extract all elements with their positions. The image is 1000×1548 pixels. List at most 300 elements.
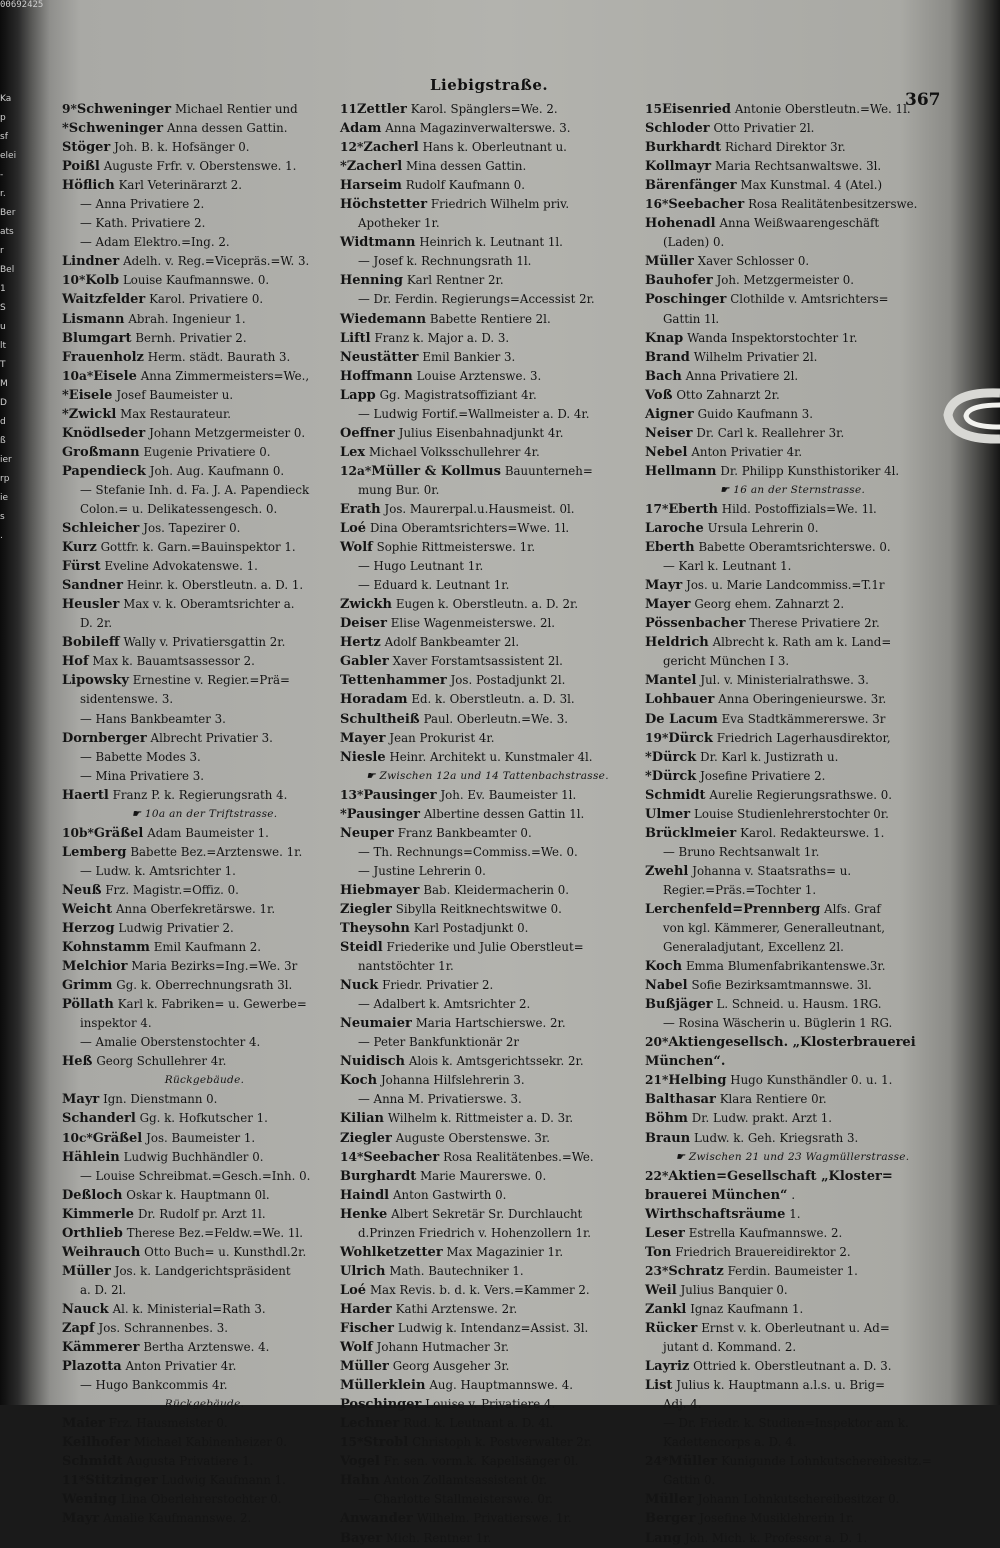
directory-entry: [645, 1433, 940, 1452]
resident-surname: Plazotta: [62, 1359, 122, 1375]
resident-details: Paul. Oberleutn.=We. 3.: [423, 711, 568, 726]
resident-details: — Hans Bankbeamter 3.: [80, 711, 226, 726]
column-right: [645, 100, 940, 1548]
house-number: 22*: [645, 1168, 669, 1183]
resident-surname: Aigner: [645, 406, 694, 422]
resident-surname: Mayer: [645, 597, 691, 613]
resident-surname: Braun: [645, 1130, 691, 1146]
directory-entry: [645, 957, 940, 976]
resident-surname: Knap: [645, 330, 684, 346]
directory-entry: [340, 652, 635, 671]
directory-entry: [645, 214, 940, 233]
resident-surname: Poschinger: [340, 1397, 422, 1413]
resident-details: Anna Weißwaarengeschäft: [719, 216, 880, 231]
resident-details: — Peter Bankfunktionär 2r: [358, 1035, 519, 1050]
directory-entry: [62, 1376, 347, 1395]
resident-surname: Anwander: [340, 1511, 413, 1527]
resident-details: Wilhelm Privatier 2l.: [693, 349, 818, 364]
resident-surname: Hellmann: [645, 463, 717, 479]
directory-entry: [62, 786, 347, 805]
resident-details: Ludw. k. Geh. Kriegsrath 3.: [694, 1130, 859, 1145]
directory-entry: [340, 976, 635, 995]
resident-details: — Stefanie Inh. d. Fa. J. A. Papendieck: [80, 482, 310, 497]
resident-details: Otto Zahnarzt 2r.: [676, 387, 780, 402]
resident-details: Max Magazinier 1r.: [446, 1244, 564, 1259]
resident-details: Otto Buch= u. Kunsthdl.2r.: [144, 1244, 307, 1259]
resident-surname: Lechner: [340, 1416, 400, 1432]
house-number: 15*: [340, 1435, 364, 1450]
directory-entry: [62, 919, 347, 938]
directory-entry: [340, 405, 635, 424]
resident-surname: Müller: [645, 1492, 694, 1508]
directory-entry: [340, 1319, 635, 1338]
resident-details: Generaladjutant, Excellenz 2l.: [663, 940, 844, 955]
directory-entry: [62, 519, 347, 538]
column-left: [62, 100, 347, 1529]
directory-entry: [340, 633, 635, 652]
resident-details: — Hugo Leutnant 1r.: [358, 559, 484, 574]
resident-details: Michael Rentier und: [175, 102, 298, 116]
resident-details: Max Revis. b. d. k. Vers.=Kammer 2.: [369, 1282, 590, 1297]
resident-details: d.Prinzen Friedrich v. Hohenzollern 1r.: [358, 1225, 592, 1240]
resident-surname: Pausinger: [363, 787, 437, 803]
resident-details: Math. Bautechniker 1.: [389, 1263, 524, 1278]
resident-details: Frz. Hausmeister 0.: [108, 1416, 228, 1431]
resident-details: Dr. Philipp Kunsthistoriker 4l.: [720, 463, 900, 478]
resident-details: 1.: [789, 1206, 801, 1221]
resident-details: — Dr. Ferdin. Regierungs=Accessist 2r.: [358, 292, 595, 307]
directory-entry: [645, 1014, 940, 1033]
directory-entry: [62, 1186, 347, 1205]
resident-surname: Aktiengesellsch. „Klosterbrauerei: [668, 1035, 916, 1051]
directory-entry: [340, 729, 635, 748]
resident-details: Adam Baumeister 1.: [147, 825, 269, 840]
resident-surname: Neuß: [62, 882, 102, 898]
resident-details: Heinrich k. Leutnant 1l.: [419, 235, 563, 250]
resident-details: Dr. Karl k. Justizrath u.: [700, 749, 839, 764]
directory-entry: [62, 348, 347, 367]
directory-entry: [645, 1243, 940, 1262]
directory-entry: [645, 519, 940, 538]
resident-surname: Weil: [645, 1282, 677, 1298]
directory-entry: [62, 1319, 347, 1338]
resident-details: Dr. Carl k. Reallehrer 3r.: [696, 425, 845, 440]
resident-details: Max Kunstmal. 4 (Atel.): [740, 178, 883, 193]
directory-entry: [645, 310, 940, 329]
resident-details: Babette Oberamtsrichterswe. 0.: [698, 540, 891, 555]
resident-surname: Schweninger: [76, 102, 172, 117]
directory-entry: [340, 824, 635, 843]
resident-surname: München“.: [645, 1054, 726, 1070]
resident-details: — Justine Lehrerin 0.: [358, 863, 486, 878]
directory-entry: [645, 1052, 940, 1071]
resident-details: Bauunterneh=: [504, 463, 593, 478]
house-number: 10*: [62, 273, 86, 288]
resident-surname: Haindl: [340, 1187, 390, 1203]
directory-entry: [645, 252, 940, 271]
resident-surname: Gräßel: [93, 825, 144, 841]
resident-details: Ign. Dienstmann 0.: [103, 1092, 218, 1107]
resident-surname: Lang: [645, 1530, 682, 1546]
directory-entry: [62, 500, 347, 519]
directory-entry: [62, 1109, 347, 1128]
resident-details: Aurelie Regierungsrathswe. 0.: [709, 787, 892, 802]
resident-surname: List: [645, 1378, 673, 1394]
left-edge-fragment: Ber: [0, 208, 16, 218]
resident-surname: Deiser: [340, 616, 387, 632]
resident-details: Gg. k. Oberrechnungsrath 3l.: [116, 978, 293, 993]
directory-entry: [340, 252, 635, 271]
house-number: 17*: [645, 501, 669, 516]
directory-entry: [62, 1357, 347, 1376]
resident-details: Friedr. Privatier 2.: [382, 978, 494, 993]
resident-details: Guido Kaufmann 3.: [697, 406, 813, 421]
resident-details: Adj. 4.: [663, 1397, 702, 1412]
resident-surname: Voß: [645, 387, 673, 403]
directory-entry: [645, 367, 940, 386]
resident-details: Karol. Privatiere 0.: [149, 292, 264, 307]
resident-details: Ludwig Privatier 2.: [118, 921, 234, 936]
resident-surname: Wolf: [340, 540, 373, 556]
resident-surname: Großmann: [62, 444, 140, 460]
directory-entry: [340, 1433, 635, 1452]
resident-details: Hild. Postoffizials=We. 1l.: [721, 501, 877, 516]
house-number: 14*: [340, 1149, 364, 1164]
directory-entry: [340, 1452, 635, 1471]
resident-details: Marie Maurerswe. 0.: [420, 1168, 547, 1183]
resident-details: Friederike und Julie Oberstleut=: [386, 940, 584, 955]
directory-entry: [340, 157, 635, 176]
resident-surname: Eisenried: [661, 102, 732, 117]
resident-details: Babette Rentiere 2l.: [429, 311, 551, 326]
resident-details: Rosa Realitätenbes.=We.: [443, 1149, 594, 1164]
resident-surname: Erath: [340, 501, 381, 517]
resident-details: Heinr. Architekt u. Kunstmaler 4l.: [389, 749, 593, 764]
resident-details: — Dr. Friedr. k. Studien=Inspektor am k.: [663, 1416, 909, 1431]
directory-entry: [62, 595, 347, 614]
resident-details: Rosa Realitätenbesitzerswe.: [748, 197, 918, 212]
resident-details: Jos. Postadjunkt 2l.: [450, 673, 566, 688]
resident-surname: Zacherl: [363, 140, 419, 156]
resident-surname: *Eisele: [62, 387, 113, 403]
resident-surname: Koch: [645, 959, 683, 975]
directory-entry: [340, 786, 635, 805]
resident-surname: Knödlseder: [62, 425, 146, 441]
resident-surname: Hoffmann: [340, 368, 413, 384]
directory-entry: [645, 900, 940, 919]
resident-details: Joh. B. k. Hofsänger 0.: [114, 140, 250, 155]
scan-id-label: 00692425: [0, 0, 44, 10]
resident-surname: *Zwickl: [62, 406, 117, 422]
directory-entry: [62, 1243, 347, 1262]
resident-surname: Müller: [62, 1263, 111, 1279]
resident-details: Sophie Rittmeisterswe. 1r.: [376, 540, 536, 555]
directory-entry: [62, 214, 347, 233]
street-title: Liebigstraße.: [430, 76, 549, 94]
directory-entry: [645, 1262, 940, 1281]
directory-entry: [62, 1033, 347, 1052]
resident-surname: Müller: [645, 254, 694, 270]
directory-entry: [62, 976, 347, 995]
resident-details: Julius k. Hauptmann a.l.s. u. Brig=: [676, 1378, 886, 1393]
directory-entry: [340, 290, 635, 309]
resident-details: Johann Lohnkutschereibesitzer 0.: [697, 1492, 900, 1507]
resident-surname: Schloder: [645, 121, 710, 137]
directory-entry: [645, 119, 940, 138]
resident-details: Karl Postadjunkt 0.: [413, 921, 529, 936]
resident-details: Karl k. Fabriken= u. Gewerbe=: [117, 997, 307, 1012]
resident-details: Abrah. Ingenieur 1.: [128, 311, 246, 326]
resident-surname: Heusler: [62, 597, 120, 613]
resident-details: Dr. Ludw. prakt. Arzt 1.: [691, 1111, 832, 1126]
directory-entry: [340, 462, 635, 481]
directory-entry: [62, 1052, 347, 1071]
resident-details: Ludwig Buchhändler 0.: [123, 1149, 264, 1164]
left-edge-fragment: ß: [0, 436, 6, 446]
resident-surname: Blumgart: [62, 330, 132, 346]
directory-entry: [645, 157, 940, 176]
resident-details: Xaver Schlosser 0.: [697, 254, 810, 269]
resident-surname: Harseim: [340, 178, 402, 194]
resident-details: Anton Zollamtsassistent 0r.: [383, 1473, 548, 1488]
directory-entry: [340, 214, 635, 233]
directory-entry: [62, 938, 347, 957]
resident-surname: Burghardt: [340, 1168, 417, 1184]
resident-surname: Neustätter: [340, 349, 419, 365]
resident-details: — Karl k. Leutnant 1.: [663, 559, 792, 574]
resident-details: Jos. Maurerpal.u.Hausmeist. 0l.: [384, 501, 575, 516]
resident-details: Louise Kaufmannswe. 0.: [122, 273, 270, 288]
resident-surname: Nebel: [645, 444, 688, 460]
directory-entry: [340, 557, 635, 576]
resident-surname: Neiser: [645, 425, 693, 441]
directory-entry: [340, 576, 635, 595]
resident-details: Bab. Kleidermacherin 0.: [423, 882, 569, 897]
resident-surname: Zettler: [356, 102, 407, 117]
directory-entry: [62, 862, 347, 881]
directory-entry: [645, 919, 940, 938]
resident-surname: Eberth: [668, 501, 718, 517]
resident-details: Kathi Arztenswe. 2r.: [395, 1301, 518, 1316]
resident-details: Regier.=Präs.=Tochter 1.: [663, 882, 817, 897]
directory-entry: [340, 233, 635, 252]
resident-surname: Helbing: [668, 1073, 727, 1089]
resident-surname: Ulrich: [340, 1263, 386, 1279]
resident-surname: Schanderl: [62, 1111, 136, 1127]
resident-surname: Fischer: [340, 1321, 394, 1336]
resident-details: — Mina Privatiere 3.: [80, 768, 204, 783]
resident-surname: Rücker: [645, 1321, 698, 1336]
resident-surname: Poschinger: [645, 292, 727, 308]
resident-details: — Bruno Rechtsanwalt 1r.: [663, 844, 820, 859]
section-note: ☛ 16 an der Sternstrasse.: [719, 483, 866, 496]
resident-details: Johann Metzgermeister 0.: [149, 425, 306, 440]
resident-details: Maria Bezirks=Ing.=We. 3r: [131, 959, 298, 974]
resident-details: Franz k. Major a. D. 3.: [374, 330, 510, 345]
directory-entry: [340, 881, 635, 900]
resident-surname: Vogel: [340, 1454, 380, 1470]
directory-entry: [340, 176, 635, 195]
resident-surname: Neumaier: [340, 1016, 412, 1032]
directory-entry: [340, 1529, 635, 1548]
resident-details: Friedrich Wilhelm priv.: [430, 197, 570, 212]
directory-entry: [340, 1509, 635, 1528]
resident-details: Max v. k. Oberamtsrichter a.: [123, 597, 295, 612]
resident-details: Ludwig k. Intendanz=Assist. 3l.: [397, 1321, 589, 1335]
left-edge-fragment: D: [0, 398, 7, 408]
directory-entry: [645, 290, 940, 309]
resident-details: Louise v. Privatiere 4.: [425, 1397, 556, 1412]
directory-entry: [62, 1509, 347, 1528]
directory-entry: [340, 1300, 635, 1319]
left-edge-fragment: Ka: [0, 94, 12, 104]
directory-entry: [645, 1167, 940, 1186]
resident-details: Karol. Spänglers=We. 2.: [410, 102, 558, 116]
resident-details: Josef Baumeister u.: [116, 387, 234, 402]
resident-surname: Ton: [645, 1244, 672, 1260]
resident-surname: Kolb: [85, 273, 120, 289]
directory-entry: [645, 652, 940, 671]
resident-details: — Adalbert k. Amtsrichter 2.: [358, 997, 531, 1012]
resident-details: Richard Direktor 3r.: [725, 140, 846, 155]
resident-surname: Frauenholz: [62, 349, 144, 365]
resident-details: Auguste Frfr. v. Oberstenswe. 1.: [103, 159, 297, 174]
directory-entry: [62, 538, 347, 557]
directory-entry: [62, 119, 347, 138]
column-middle: [340, 100, 635, 1548]
resident-surname: Zankl: [645, 1301, 687, 1317]
directory-entry: [340, 919, 635, 938]
resident-details: Hans k. Oberleutnant u.: [422, 140, 567, 155]
resident-details: Jos. u. Marie Landcommiss.=T.1r: [686, 578, 885, 593]
directory-entry: [62, 957, 347, 976]
resident-details: Eugenie Privatiere 0.: [143, 444, 271, 459]
resident-details: Gattin 0.: [663, 1473, 716, 1488]
resident-surname: Weihrauch: [62, 1244, 141, 1260]
directory-entry: [340, 519, 635, 538]
resident-details: — Eduard k. Leutnant 1r.: [358, 578, 510, 593]
directory-entry: [645, 786, 940, 805]
resident-details: Julius Banquier 0.: [680, 1282, 788, 1297]
resident-surname: Oeffner: [340, 425, 395, 441]
directory-entry: [340, 900, 635, 919]
resident-details: Johann Hutmacher 3r.: [376, 1340, 510, 1355]
directory-entry: [340, 1148, 635, 1167]
directory-entry: [340, 1167, 635, 1186]
resident-surname: Zwehl: [645, 863, 689, 879]
resident-surname: Papendieck: [62, 463, 146, 479]
resident-details: a. D. 2l.: [80, 1282, 127, 1297]
directory-entry: [645, 138, 940, 157]
resident-details: Jean Prokurist 4r.: [389, 730, 495, 745]
directory-entry: [62, 138, 347, 157]
directory-entry: [645, 1395, 940, 1414]
resident-details: Johanna Hilfslehrerin 3.: [380, 1073, 525, 1088]
directory-entry: [645, 1414, 940, 1433]
resident-details: Anna Zimmermeisters=We.,: [140, 368, 310, 383]
resident-details: Herm. städt. Baurath 3.: [147, 349, 291, 364]
directory-entry: [62, 1224, 347, 1243]
directory-entry: [62, 900, 347, 919]
directory-entry: [340, 1033, 635, 1052]
resident-details: Anna Oberingenieurswe. 3r.: [718, 692, 887, 707]
directory-entry: [62, 100, 347, 119]
directory-entry: [645, 614, 940, 633]
directory-entry: [645, 976, 940, 995]
resident-details: Sibylla Reitknechtswitwe 0.: [395, 901, 562, 916]
directory-entry: [645, 710, 940, 729]
directory-entry: [62, 1281, 347, 1300]
resident-surname: Mayer: [340, 730, 386, 746]
resident-surname: Lerchenfeld=Prennberg: [645, 901, 821, 917]
resident-details: gericht München I 3.: [663, 654, 790, 669]
resident-details: Otto Privatier 2l.: [713, 121, 815, 136]
directory-entry: [645, 1129, 940, 1148]
directory-entry: [62, 748, 347, 767]
resident-details: nantstöchter 1r.: [358, 959, 454, 974]
resident-details: Rudolf Kaufmann 0.: [405, 178, 525, 193]
resident-details: Frz. Magistr.=Offiz. 0.: [105, 882, 239, 897]
directory-entry: [645, 995, 940, 1014]
directory-entry: [645, 462, 940, 481]
resident-details: jutant d. Kommand. 2.: [663, 1340, 797, 1355]
directory-entry: [340, 119, 635, 138]
resident-details: Anna dessen Gattin.: [166, 121, 288, 136]
resident-details: Georg ehem. Zahnarzt 2.: [694, 597, 845, 612]
resident-details: Therese Privatiere 2r.: [749, 616, 880, 631]
left-edge-fragment: u: [0, 322, 6, 332]
resident-details: Babette Bez.=Arztenswe. 1r.: [130, 844, 303, 859]
resident-details: Maria Rechtsanwaltswe. 3l.: [715, 159, 882, 174]
resident-surname: Pössenbacher: [645, 616, 746, 632]
resident-surname: Steidl: [340, 940, 383, 956]
house-number: 9*: [62, 102, 77, 116]
resident-details: Anton Gastwirth 0.: [393, 1187, 507, 1202]
directory-entry: [340, 748, 635, 767]
resident-details: Wanda Inspektorstochter 1r.: [687, 330, 858, 345]
resident-surname: Dornberger: [62, 730, 147, 746]
resident-surname: Henning: [340, 273, 403, 289]
directory-entry: [645, 557, 940, 576]
resident-details: Emil Bankier 3.: [422, 349, 516, 364]
directory-entry: [645, 443, 940, 462]
resident-surname: Kurz: [62, 540, 97, 556]
resident-details: Louise Arztenswe. 3.: [416, 368, 542, 383]
resident-surname: Hertz: [340, 635, 381, 651]
directory-entry: [62, 1205, 347, 1224]
directory-entry: [645, 748, 940, 767]
directory-entry: [645, 1090, 940, 1109]
resident-surname: *Schweninger: [62, 121, 164, 137]
resident-details: Wally v. Privatiersgattin 2r.: [123, 635, 286, 650]
resident-details: mung Bur. 0r.: [358, 482, 440, 497]
resident-surname: Bauhofer: [645, 273, 713, 289]
resident-details: Auguste Oberstenswe. 3r.: [395, 1130, 550, 1145]
resident-details: Alfs. Graf: [824, 901, 881, 916]
left-edge-fragment: r.: [0, 189, 6, 199]
resident-details: (Laden) 0.: [663, 235, 725, 250]
resident-details: Gottfr. k. Garn.=Bauinspektor 1.: [100, 540, 296, 555]
resident-details: — Adam Elektro.=Ing. 2.: [80, 235, 230, 250]
directory-entry: [645, 348, 940, 367]
directory-entry: [62, 1300, 347, 1319]
directory-entry: [340, 710, 635, 729]
directory-entry: [62, 767, 347, 786]
resident-details: Klara Rentiere 0r.: [719, 1092, 827, 1107]
directory-entry: [340, 1262, 635, 1281]
resident-details: Ernst v. k. Oberleutnant u. Ad=: [701, 1321, 890, 1335]
resident-details: Anna Privatiere 2l.: [685, 368, 799, 383]
